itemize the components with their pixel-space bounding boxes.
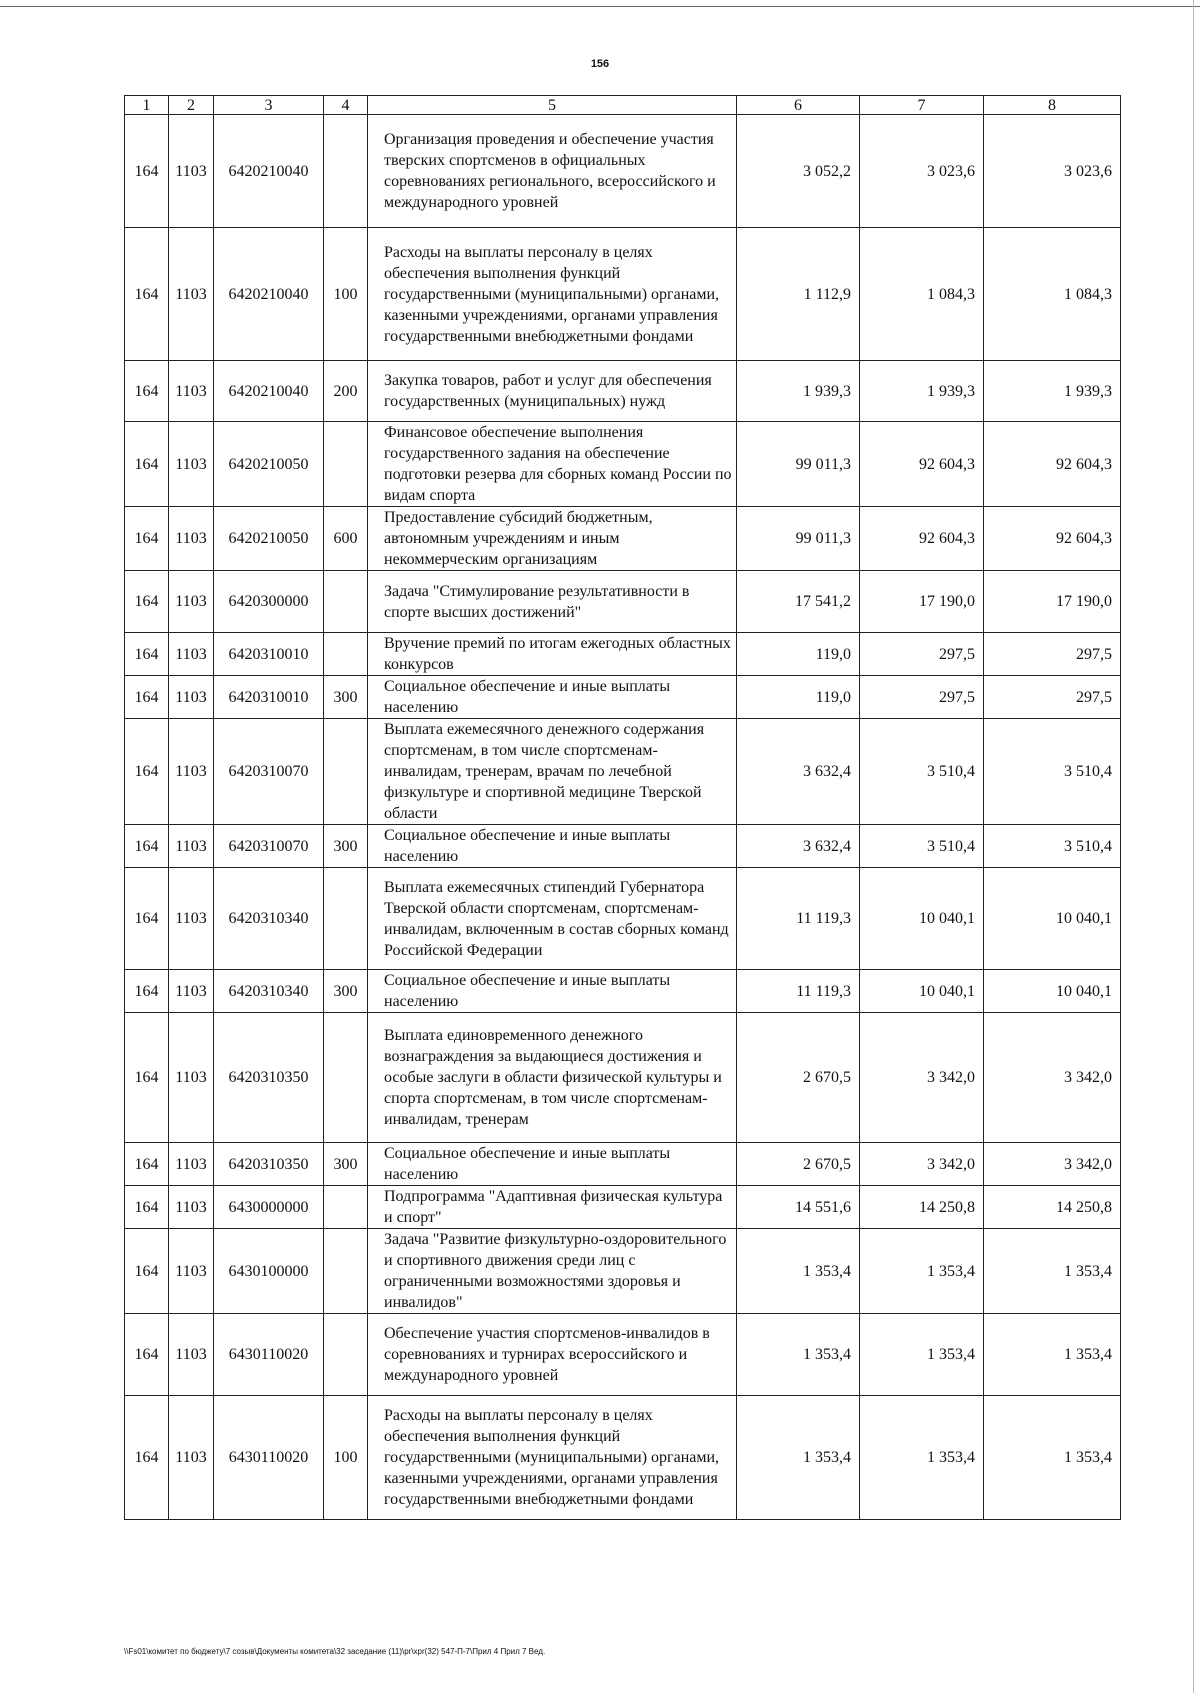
cell-target-code: 6420310350 [214, 1013, 324, 1143]
cell-amount-year-3: 10 040,1 [984, 868, 1121, 970]
cell-line-number: 164 [125, 719, 169, 825]
cell-line-number: 164 [125, 868, 169, 970]
table-row [125, 1143, 1121, 1186]
cell-amount-year-2: 3 510,4 [860, 825, 984, 868]
cell-amount-year-3: 297,5 [984, 676, 1121, 719]
cell-amount-year-2: 14 250,8 [860, 1186, 984, 1229]
cell-description: Закупка товаров, работ и услуг для обеспечения государственных (муниципальных) нужд [368, 361, 737, 422]
cell-target-code: 6420300000 [214, 571, 324, 633]
cell-description: Предоставление субсидий бюджетным, автономным учреждениям и иным некоммерческим организациям [368, 507, 737, 571]
cell-description: Расходы на выплаты персоналу в целях обеспечения выполнения функций государственными (муниципальными) органами, казенными учреждениями, органами управления государственными внебюджетными фондами [368, 1396, 737, 1520]
cell-section-code: 1103 [169, 1186, 214, 1229]
table-row [125, 825, 1121, 868]
cell-description: Подпрограмма "Адаптивная физическая культура и спорт" [368, 1186, 737, 1229]
table-row [125, 676, 1121, 719]
cell-amount-year-2: 297,5 [860, 633, 984, 676]
cell-section-code: 1103 [169, 1396, 214, 1520]
cell-amount-year-1: 1 353,4 [737, 1229, 860, 1314]
table-row [125, 868, 1121, 970]
table-row [125, 1013, 1121, 1143]
cell-expense-type [324, 1314, 368, 1396]
header-col-4: 4 [324, 96, 368, 115]
table-row [125, 970, 1121, 1013]
cell-section-code: 1103 [169, 422, 214, 507]
cell-amount-year-2: 92 604,3 [860, 422, 984, 507]
cell-amount-year-3: 3 510,4 [984, 825, 1121, 868]
cell-line-number: 164 [125, 1143, 169, 1186]
cell-amount-year-1: 2 670,5 [737, 1143, 860, 1186]
cell-amount-year-3: 17 190,0 [984, 571, 1121, 633]
cell-amount-year-2: 3 342,0 [860, 1143, 984, 1186]
cell-line-number: 164 [125, 676, 169, 719]
cell-amount-year-1: 119,0 [737, 633, 860, 676]
cell-amount-year-2: 10 040,1 [860, 868, 984, 970]
table-row [125, 1186, 1121, 1229]
cell-amount-year-1: 3 632,4 [737, 719, 860, 825]
page-number: 156 [590, 58, 610, 70]
cell-amount-year-3: 3 342,0 [984, 1013, 1121, 1143]
cell-amount-year-1: 11 119,3 [737, 970, 860, 1013]
cell-amount-year-2: 92 604,3 [860, 507, 984, 571]
cell-amount-year-3: 3 510,4 [984, 719, 1121, 825]
cell-amount-year-3: 297,5 [984, 633, 1121, 676]
cell-expense-type [324, 571, 368, 633]
cell-section-code: 1103 [169, 115, 214, 228]
cell-expense-type [324, 422, 368, 507]
cell-description: Социальное обеспечение и иные выплаты населению [368, 825, 737, 868]
header-row [125, 96, 1121, 115]
cell-line-number: 164 [125, 970, 169, 1013]
cell-section-code: 1103 [169, 825, 214, 868]
cell-amount-year-2: 3 510,4 [860, 719, 984, 825]
cell-expense-type [324, 115, 368, 228]
cell-expense-type [324, 1013, 368, 1143]
cell-amount-year-2: 1 353,4 [860, 1314, 984, 1396]
cell-section-code: 1103 [169, 719, 214, 825]
cell-amount-year-2: 3 342,0 [860, 1013, 984, 1143]
cell-amount-year-1: 17 541,2 [737, 571, 860, 633]
cell-amount-year-3: 92 604,3 [984, 422, 1121, 507]
cell-amount-year-1: 99 011,3 [737, 422, 860, 507]
cell-section-code: 1103 [169, 868, 214, 970]
cell-amount-year-2: 1 353,4 [860, 1396, 984, 1520]
header-col-7: 7 [860, 96, 984, 115]
cell-section-code: 1103 [169, 1013, 214, 1143]
cell-description: Задача "Развитие физкультурно-оздоровительного и спортивного движения среди лиц с ограниченными возможностями здоровья и инвалидов" [368, 1229, 737, 1314]
cell-expense-type: 300 [324, 970, 368, 1013]
cell-amount-year-3: 1 353,4 [984, 1229, 1121, 1314]
cell-line-number: 164 [125, 1229, 169, 1314]
cell-section-code: 1103 [169, 507, 214, 571]
table-row [125, 571, 1121, 633]
cell-section-code: 1103 [169, 1229, 214, 1314]
footer-file-path: \\Fs01\комитет по бюджету\7 созыв\Документы комитета\32 заседание (11)\pr\xpr(32) 547-П-7\Прил 4 Прил 7 Вед. [124, 1647, 546, 1656]
cell-description: Вручение премий по итогам ежегодных областных конкурсов [368, 633, 737, 676]
cell-amount-year-3: 3 023,6 [984, 115, 1121, 228]
table-row [125, 228, 1121, 361]
cell-description: Задача "Стимулирование результативности в спорте высших достижений" [368, 571, 737, 633]
cell-expense-type [324, 1229, 368, 1314]
cell-amount-year-1: 14 551,6 [737, 1186, 860, 1229]
header-col-3: 3 [214, 96, 324, 115]
budget-table [124, 95, 1121, 1520]
cell-line-number: 164 [125, 825, 169, 868]
table-row [125, 719, 1121, 825]
cell-amount-year-2: 17 190,0 [860, 571, 984, 633]
cell-amount-year-2: 1 353,4 [860, 1229, 984, 1314]
cell-description: Финансовое обеспечение выполнения государственного задания на обеспечение подготовки резерва для сборных команд России по видам спорта [368, 422, 737, 507]
cell-amount-year-2: 10 040,1 [860, 970, 984, 1013]
cell-amount-year-2: 297,5 [860, 676, 984, 719]
table-row [125, 115, 1121, 228]
cell-description: Обеспечение участия спортсменов-инвалидов в соревнованиях и турнирах всероссийского и международного уровней [368, 1314, 737, 1396]
cell-target-code: 6420310070 [214, 825, 324, 868]
table-header [125, 96, 1121, 115]
table-row [125, 1229, 1121, 1314]
cell-target-code: 6420210050 [214, 422, 324, 507]
cell-amount-year-3: 1 353,4 [984, 1314, 1121, 1396]
cell-line-number: 164 [125, 115, 169, 228]
cell-section-code: 1103 [169, 676, 214, 719]
cell-target-code: 6420310340 [214, 970, 324, 1013]
table-row [125, 633, 1121, 676]
cell-target-code: 6420210050 [214, 507, 324, 571]
cell-line-number: 164 [125, 422, 169, 507]
cell-expense-type: 300 [324, 825, 368, 868]
cell-description: Организация проведения и обеспечение участия тверских спортсменов в официальных соревнованиях регионального, всероссийского и международного уровней [368, 115, 737, 228]
cell-amount-year-3: 3 342,0 [984, 1143, 1121, 1186]
cell-target-code: 6420310010 [214, 633, 324, 676]
cell-description: Социальное обеспечение и иные выплаты населению [368, 970, 737, 1013]
cell-amount-year-2: 3 023,6 [860, 115, 984, 228]
cell-section-code: 1103 [169, 228, 214, 361]
cell-line-number: 164 [125, 361, 169, 422]
cell-amount-year-2: 1 084,3 [860, 228, 984, 361]
cell-target-code: 6420310340 [214, 868, 324, 970]
header-col-5: 5 [368, 96, 737, 115]
cell-target-code: 6420310070 [214, 719, 324, 825]
table-row [125, 1314, 1121, 1396]
cell-line-number: 164 [125, 1013, 169, 1143]
header-col-2: 2 [169, 96, 214, 115]
cell-amount-year-3: 1 084,3 [984, 228, 1121, 361]
cell-amount-year-1: 119,0 [737, 676, 860, 719]
cell-expense-type: 300 [324, 1143, 368, 1186]
cell-amount-year-2: 1 939,3 [860, 361, 984, 422]
cell-expense-type [324, 868, 368, 970]
cell-expense-type: 100 [324, 228, 368, 361]
cell-line-number: 164 [125, 1186, 169, 1229]
cell-expense-type: 600 [324, 507, 368, 571]
cell-expense-type [324, 633, 368, 676]
header-col-1: 1 [125, 96, 169, 115]
cell-line-number: 164 [125, 1396, 169, 1520]
cell-amount-year-1: 1 353,4 [737, 1314, 860, 1396]
cell-description: Социальное обеспечение и иные выплаты населению [368, 1143, 737, 1186]
header-col-8: 8 [984, 96, 1121, 115]
table-row [125, 422, 1121, 507]
table-row [125, 1396, 1121, 1520]
table-body [125, 115, 1121, 1520]
cell-description: Социальное обеспечение и иные выплаты населению [368, 676, 737, 719]
cell-amount-year-1: 3 052,2 [737, 115, 860, 228]
scan-edge-right [1193, 0, 1194, 1693]
header-col-6: 6 [737, 96, 860, 115]
cell-line-number: 164 [125, 228, 169, 361]
table-row [125, 507, 1121, 571]
cell-target-code: 6420310010 [214, 676, 324, 719]
cell-amount-year-1: 1 112,9 [737, 228, 860, 361]
cell-amount-year-3: 1 353,4 [984, 1396, 1121, 1520]
cell-target-code: 6420210040 [214, 228, 324, 361]
cell-line-number: 164 [125, 633, 169, 676]
cell-amount-year-1: 3 632,4 [737, 825, 860, 868]
scan-edge-top [0, 6, 1200, 7]
cell-amount-year-1: 11 119,3 [737, 868, 860, 970]
cell-expense-type: 200 [324, 361, 368, 422]
cell-target-code: 6430000000 [214, 1186, 324, 1229]
cell-amount-year-3: 92 604,3 [984, 507, 1121, 571]
cell-section-code: 1103 [169, 361, 214, 422]
cell-target-code: 6430100000 [214, 1229, 324, 1314]
cell-expense-type [324, 719, 368, 825]
cell-expense-type: 300 [324, 676, 368, 719]
cell-amount-year-3: 10 040,1 [984, 970, 1121, 1013]
cell-description: Выплата ежемесячных стипендий Губернатора Тверской области спортсменам, спортсменам-инвалидам, включенным в состав сборных команд Российской Федерации [368, 868, 737, 970]
cell-amount-year-1: 2 670,5 [737, 1013, 860, 1143]
cell-target-code: 6420310350 [214, 1143, 324, 1186]
cell-section-code: 1103 [169, 633, 214, 676]
cell-line-number: 164 [125, 571, 169, 633]
cell-section-code: 1103 [169, 571, 214, 633]
cell-target-code: 6430110020 [214, 1396, 324, 1520]
cell-section-code: 1103 [169, 1314, 214, 1396]
cell-target-code: 6420210040 [214, 361, 324, 422]
cell-description: Расходы на выплаты персоналу в целях обеспечения выполнения функций государственными (муниципальными) органами, казенными учреждениями, органами управления государственными внебюджетными фондами [368, 228, 737, 361]
cell-line-number: 164 [125, 507, 169, 571]
cell-amount-year-3: 1 939,3 [984, 361, 1121, 422]
cell-section-code: 1103 [169, 1143, 214, 1186]
cell-line-number: 164 [125, 1314, 169, 1396]
cell-target-code: 6430110020 [214, 1314, 324, 1396]
cell-target-code: 6420210040 [214, 115, 324, 228]
cell-description: Выплата ежемесячного денежного содержания спортсменам, в том числе спортсменам-инвалидам, тренерам, врачам по лечебной физкультуре и спортивной медицине Тверской области [368, 719, 737, 825]
cell-amount-year-1: 99 011,3 [737, 507, 860, 571]
table-row [125, 361, 1121, 422]
cell-amount-year-1: 1 353,4 [737, 1396, 860, 1520]
cell-section-code: 1103 [169, 970, 214, 1013]
cell-expense-type: 100 [324, 1396, 368, 1520]
cell-amount-year-3: 14 250,8 [984, 1186, 1121, 1229]
cell-expense-type [324, 1186, 368, 1229]
cell-amount-year-1: 1 939,3 [737, 361, 860, 422]
cell-description: Выплата единовременного денежного вознаграждения за выдающиеся достижения и особые заслуги в области физической культуры и спорта спортсменам, в том числе спортсменам-инвалидам, тренерам [368, 1013, 737, 1143]
